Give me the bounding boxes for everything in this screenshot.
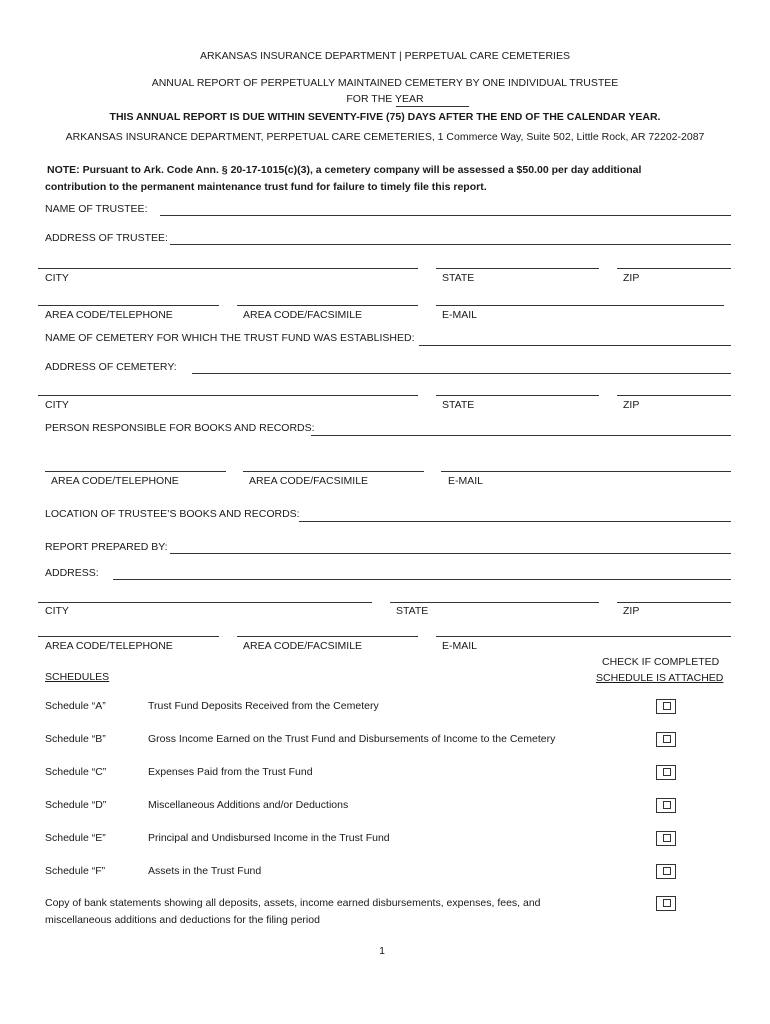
person-facsimile-label: AREA CODE/FACSIMILE: [249, 475, 369, 487]
schedule-b-label: Schedule “B”: [45, 733, 106, 745]
name-of-trustee-label: NAME OF TRUSTEE:: [45, 203, 148, 215]
schedule-e-checkbox[interactable]: [656, 831, 676, 846]
preparer-state-label: STATE: [396, 605, 429, 617]
person-telephone-field[interactable]: [45, 471, 226, 472]
note-line-1: NOTE: Pursuant to Ark. Code Ann. § 20-17-1015(c)(3), a cemetery company will be assessed a $50.00 per day additional: [47, 164, 642, 176]
address-of-trustee-label: ADDRESS OF TRUSTEE:: [45, 232, 168, 244]
cemetery-zip-field[interactable]: [617, 395, 731, 396]
name-of-cemetery-label: NAME OF CEMETERY FOR WHICH THE TRUST FUND WAS ESTABLISHED:: [45, 332, 415, 344]
preparer-facsimile-field[interactable]: [237, 636, 418, 637]
schedule-a-label: Schedule “A”: [45, 700, 106, 712]
cemetery-state-field[interactable]: [436, 395, 599, 396]
trustee-email-label: E-MAIL: [442, 309, 478, 321]
check-heading-line-1: CHECK IF COMPLETED: [602, 656, 720, 668]
address-of-trustee-field[interactable]: [170, 244, 731, 245]
preparer-zip-label: ZIP: [623, 605, 640, 617]
due-notice: THIS ANNUAL REPORT IS DUE WITHIN SEVENTY-FIVE (75) DAYS AFTER THE END OF THE CALENDAR YEAR.: [109, 111, 661, 123]
schedule-a-checkbox[interactable]: [656, 699, 676, 714]
trustee-zip-field[interactable]: [617, 268, 731, 269]
schedule-c-label: Schedule “C”: [45, 766, 107, 778]
schedules-heading: SCHEDULES: [45, 671, 110, 683]
person-responsible-label: PERSON RESPONSIBLE FOR BOOKS AND RECORDS:: [45, 422, 315, 434]
schedule-d-label: Schedule “D”: [45, 799, 107, 811]
person-email-field[interactable]: [441, 471, 731, 472]
trustee-city-field[interactable]: [38, 268, 418, 269]
schedule-f-checkbox[interactable]: [656, 864, 676, 879]
schedule-f-description: Assets in the Trust Fund: [148, 865, 262, 877]
preparer-zip-field[interactable]: [617, 602, 731, 603]
trustee-email-field[interactable]: [436, 305, 724, 306]
bank-statements-checkbox[interactable]: [656, 896, 676, 911]
trustee-facsimile-field[interactable]: [237, 305, 418, 306]
schedule-f-label: Schedule “F”: [45, 865, 106, 877]
cemetery-state-label: STATE: [442, 399, 475, 411]
schedule-c-description: Expenses Paid from the Trust Fund: [148, 766, 313, 778]
preparer-telephone-field[interactable]: [38, 636, 219, 637]
preparer-city-field[interactable]: [38, 602, 372, 603]
person-facsimile-field[interactable]: [243, 471, 424, 472]
preparer-email-label: E-MAIL: [442, 640, 478, 652]
trustee-facsimile-label: AREA CODE/FACSIMILE: [243, 309, 363, 321]
cemetery-city-label: CITY: [45, 399, 69, 411]
preparer-telephone-label: AREA CODE/TELEPHONE: [45, 640, 173, 652]
person-responsible-field[interactable]: [311, 435, 731, 436]
trustee-state-label: STATE: [442, 272, 475, 284]
trustee-zip-label: ZIP: [623, 272, 640, 284]
bank-statements-line-1: Copy of bank statements showing all deposits, assets, income earned disbursements, expenses, fees, and: [45, 897, 541, 909]
schedule-d-checkbox[interactable]: [656, 798, 676, 813]
schedule-e-description: Principal and Undisbursed Income in the Trust Fund: [148, 832, 390, 844]
location-books-field[interactable]: [299, 521, 731, 522]
schedule-d-description: Miscellaneous Additions and/or Deductions: [148, 799, 349, 811]
trustee-telephone-field[interactable]: [38, 305, 219, 306]
schedule-e-label: Schedule “E”: [45, 832, 106, 844]
cemetery-city-field[interactable]: [38, 395, 418, 396]
person-email-label: E-MAIL: [448, 475, 484, 487]
address-of-cemetery-label: ADDRESS OF CEMETERY:: [45, 361, 177, 373]
bank-statements-line-2: miscellaneous additions and deductions for the filing period: [45, 914, 320, 926]
preparer-address-field[interactable]: [113, 579, 731, 580]
preparer-address-label: ADDRESS:: [45, 567, 99, 579]
year-input-line[interactable]: [396, 106, 469, 107]
schedule-b-description: Gross Income Earned on the Trust Fund and Disbursements of Income to the Cemetery: [148, 733, 556, 745]
schedule-c-checkbox[interactable]: [656, 765, 676, 780]
trustee-city-label: CITY: [45, 272, 69, 284]
name-of-trustee-field[interactable]: [160, 215, 731, 216]
page-number: 1: [379, 945, 385, 957]
trustee-telephone-label: AREA CODE/TELEPHONE: [45, 309, 173, 321]
location-books-label: LOCATION OF TRUSTEE’S BOOKS AND RECORDS:: [45, 508, 300, 520]
schedule-b-checkbox[interactable]: [656, 732, 676, 747]
check-heading-line-2: SCHEDULE IS ATTACHED: [596, 672, 724, 684]
person-telephone-label: AREA CODE/TELEPHONE: [51, 475, 179, 487]
year-label: FOR THE YEAR: [346, 93, 424, 105]
preparer-email-field[interactable]: [436, 636, 731, 637]
prepared-by-field[interactable]: [170, 553, 731, 554]
prepared-by-label: REPORT PREPARED BY:: [45, 541, 168, 553]
schedule-a-description: Trust Fund Deposits Received from the Cemetery: [148, 700, 379, 712]
preparer-state-field[interactable]: [390, 602, 599, 603]
address-of-cemetery-field[interactable]: [192, 373, 731, 374]
report-title: ANNUAL REPORT OF PERPETUALLY MAINTAINED CEMETERY BY ONE INDIVIDUAL TRUSTEE: [151, 77, 619, 89]
cemetery-zip-label: ZIP: [623, 399, 640, 411]
note-line-2: contribution to the permanent maintenance trust fund for failure to timely file this report.: [45, 181, 487, 193]
preparer-city-label: CITY: [45, 605, 69, 617]
department-header: ARKANSAS INSURANCE DEPARTMENT | PERPETUAL CARE CEMETERIES: [200, 50, 570, 62]
preparer-facsimile-label: AREA CODE/FACSIMILE: [243, 640, 363, 652]
trustee-state-field[interactable]: [436, 268, 599, 269]
department-address: ARKANSAS INSURANCE DEPARTMENT, PERPETUAL CARE CEMETERIES, 1 Commerce Way, Suite 502, Little Rock, AR 72202-2087: [65, 131, 705, 143]
name-of-cemetery-field[interactable]: [419, 345, 731, 346]
